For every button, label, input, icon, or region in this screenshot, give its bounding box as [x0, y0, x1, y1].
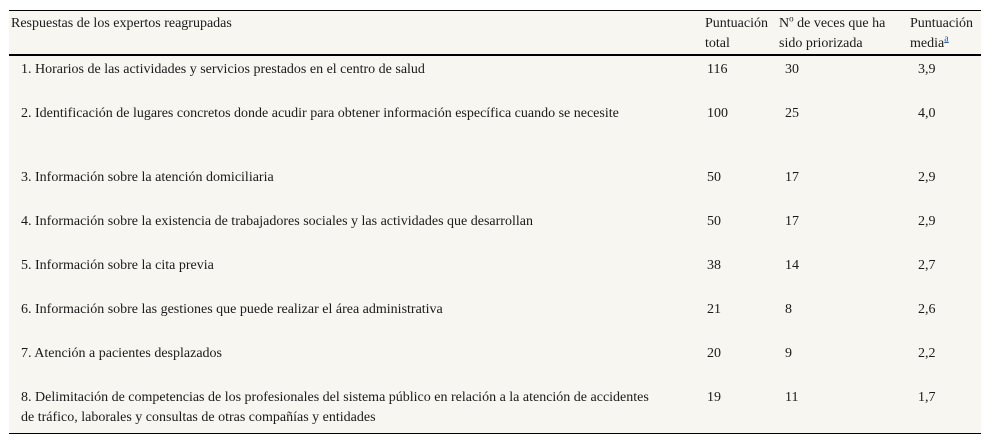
row-total: 116	[707, 62, 728, 77]
row-description: 6. Información sobre las gestiones que puede realizar el área administrativa	[21, 302, 443, 317]
row-total: 19	[707, 390, 721, 405]
expert-responses-table-container	[9, 10, 981, 434]
table-body	[9, 55, 981, 432]
header-mean-label: Puntuación media	[910, 16, 973, 51]
header-total: Puntuación total	[703, 11, 777, 55]
table-row	[9, 340, 981, 384]
header-times-rest: de veces que ha sido priorizada	[779, 16, 886, 51]
row-times: 17	[785, 170, 799, 185]
header-mean	[908, 11, 981, 55]
row-mean: 4,0	[918, 106, 936, 121]
header-times-prioritized	[777, 11, 908, 55]
row-description: 2. Identificación de lugares concretos donde acudir para obtener información específica cuando se necesite	[21, 106, 619, 121]
table-row	[9, 384, 981, 432]
row-times: 14	[785, 258, 799, 273]
row-mean: 2,2	[918, 346, 936, 361]
row-mean: 3,9	[918, 62, 936, 77]
row-mean: 2,9	[918, 170, 936, 185]
row-total: 50	[707, 170, 721, 185]
table-row	[9, 252, 981, 296]
table-header	[9, 11, 981, 55]
row-times: 11	[785, 390, 799, 405]
row-mean: 2,9	[918, 214, 936, 229]
row-total: 20	[707, 346, 721, 361]
row-description: 4. Información sobre la existencia de trabajadores sociales y las actividades que desarrollan	[21, 214, 533, 229]
expert-responses-table	[9, 11, 981, 432]
table-row	[9, 296, 981, 340]
header-row	[9, 11, 981, 55]
row-times: 25	[785, 106, 799, 121]
row-times: 17	[785, 214, 799, 229]
row-total: 100	[707, 106, 728, 121]
row-mean: 2,7	[918, 258, 936, 273]
row-total: 38	[707, 258, 721, 273]
header-times-prefix: N	[779, 16, 790, 31]
row-times: 8	[785, 302, 792, 317]
header-times-superscript: o	[789, 13, 794, 24]
header-responses: Respuestas de los expertos reagrupadas	[9, 11, 703, 55]
row-description: 7. Atención a pacientes desplazados	[21, 346, 222, 361]
row-mean: 1,7	[918, 390, 936, 405]
table-row	[9, 100, 981, 164]
table-row	[9, 164, 981, 208]
row-description: 5. Información sobre la cita previa	[21, 258, 214, 273]
row-times: 30	[785, 62, 799, 77]
row-total: 21	[707, 302, 721, 317]
row-description: 3. Información sobre la atención domiciliaria	[21, 170, 274, 185]
row-description: 1. Horarios de las actividades y servicios prestados en el centro de salud	[21, 62, 425, 77]
row-total: 50	[707, 214, 721, 229]
row-times: 9	[785, 346, 792, 361]
table-row	[9, 208, 981, 252]
table-row	[9, 55, 981, 100]
row-mean: 2,6	[918, 302, 936, 317]
footnote-link[interactable]: a	[944, 33, 949, 45]
row-description: 8. Delimitación de competencias de los profesionales del sistema público en relación a la atención de accidentes de tráfico, laborales y consultas de otras compañías y entidades	[21, 390, 649, 425]
